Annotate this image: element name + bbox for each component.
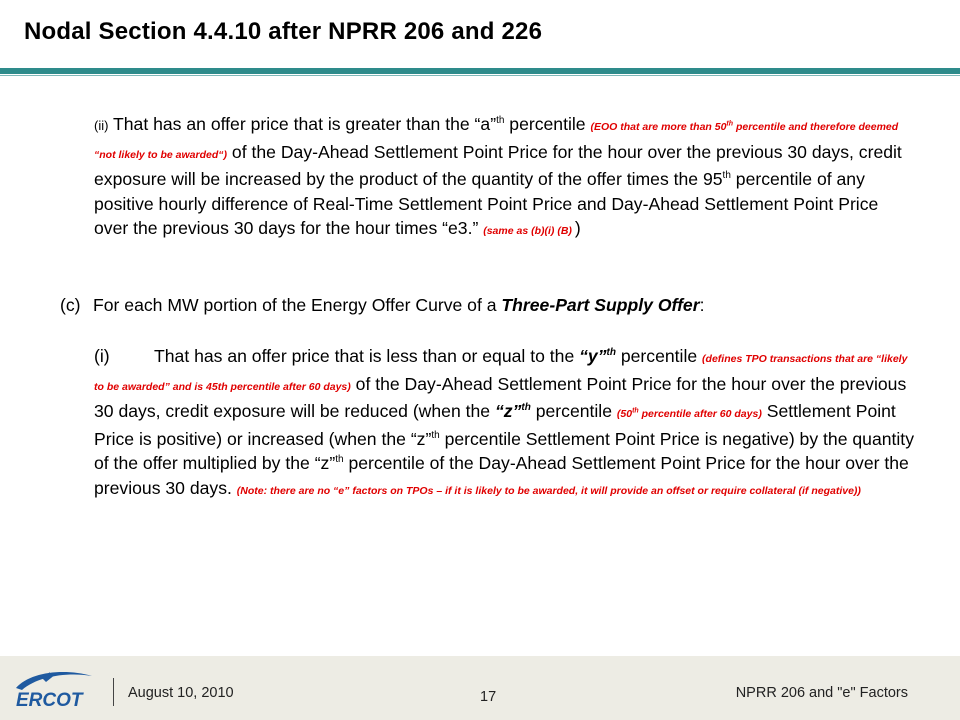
- emphasized-term: “y”: [579, 346, 607, 366]
- annotation-text: percentile after 60 days): [638, 408, 762, 421]
- superscript: th: [496, 115, 505, 127]
- emphasized-term: “z”: [494, 401, 522, 422]
- text-run: :: [699, 295, 705, 315]
- text-run: percentile: [530, 401, 617, 422]
- annotation-text: (EOO that are more than 50: [590, 121, 727, 133]
- logo-text: ERCOT: [16, 690, 83, 710]
- red-annotation: [617, 408, 762, 420]
- annotation-text: percentile and therefore deemed “not likely to be awarded“): [94, 121, 899, 161]
- ercot-logo: [12, 666, 96, 710]
- annotation-text: (50: [616, 408, 633, 421]
- red-annotation: (Note: there are no “e” factors on TPOs – if it is likely to be awarded, it will provide an offset or require collateral (if negative)): [236, 484, 861, 497]
- text-run: percentile of any positive hourly difference of Real-Time Settlement Point Price and Day-Ahead Settlement Point Price over the previous 30 days for the hour times “e3.”: [94, 169, 879, 239]
- title-divider-thin: [0, 75, 960, 76]
- footer-title: NPRR 206 and "e" Factors: [735, 685, 908, 701]
- superscript: th: [335, 454, 344, 466]
- title-divider: [0, 68, 960, 74]
- page-number: 17: [480, 689, 497, 705]
- text-run: ): [574, 218, 581, 239]
- text-run: percentile of the Day-Ahead Settlement Point Price for the hour over the previous 30 days.: [94, 453, 909, 498]
- text-run: percentile: [504, 114, 591, 134]
- text-run: of the Day-Ahead Settlement Point Price for the hour over the previous 30 days, credit exposure will be reduced (when the: [94, 373, 907, 422]
- superscript: th: [606, 347, 616, 359]
- slide-title: Nodal Section 4.4.10 after NPRR 206 and 226: [24, 18, 543, 45]
- footer-divider: [113, 678, 114, 706]
- red-annotation: (same as (b)(i) (B): [483, 225, 575, 238]
- paragraph-ii: [94, 112, 914, 244]
- text-run: percentile Settlement Point Price is negative) by the quantity of the offer multiplied by the “z”: [94, 428, 914, 474]
- text-run: That has an offer price that is greater than the “a”: [108, 114, 497, 134]
- emphasized-term: Three-Part Supply Offer: [501, 295, 700, 315]
- text-run: That has an offer price that is less than or equal to the: [154, 346, 580, 366]
- text-run: For each MW portion of the Energy Offer Curve of a: [93, 295, 502, 315]
- superscript: th: [722, 170, 731, 182]
- paragraph-label: (c): [60, 295, 81, 315]
- paragraph-c: [60, 293, 920, 318]
- superscript: th: [726, 120, 734, 128]
- paragraph-label: (i): [94, 346, 110, 366]
- red-annotation: (defines TPO transactions that are “likely to be awarded” and is 45th percentile after 60 days): [94, 353, 908, 393]
- footer-date: August 10, 2010: [128, 685, 234, 701]
- superscript: th: [431, 429, 440, 441]
- superscript: th: [632, 407, 639, 415]
- text-run: Settlement Point Price is positive) or increased (when the “z”: [94, 401, 896, 449]
- paragraph-label: (ii): [94, 118, 109, 133]
- paragraph-i: [94, 344, 914, 504]
- text-run: percentile: [615, 346, 703, 366]
- superscript: th: [521, 402, 531, 414]
- slide-footer: [0, 656, 960, 720]
- text-run: of the Day-Ahead Settlement Point Price for the hour over the previous 30 days, credit exposure will be increased by the product of the quantity of the offer times the 95: [94, 141, 902, 190]
